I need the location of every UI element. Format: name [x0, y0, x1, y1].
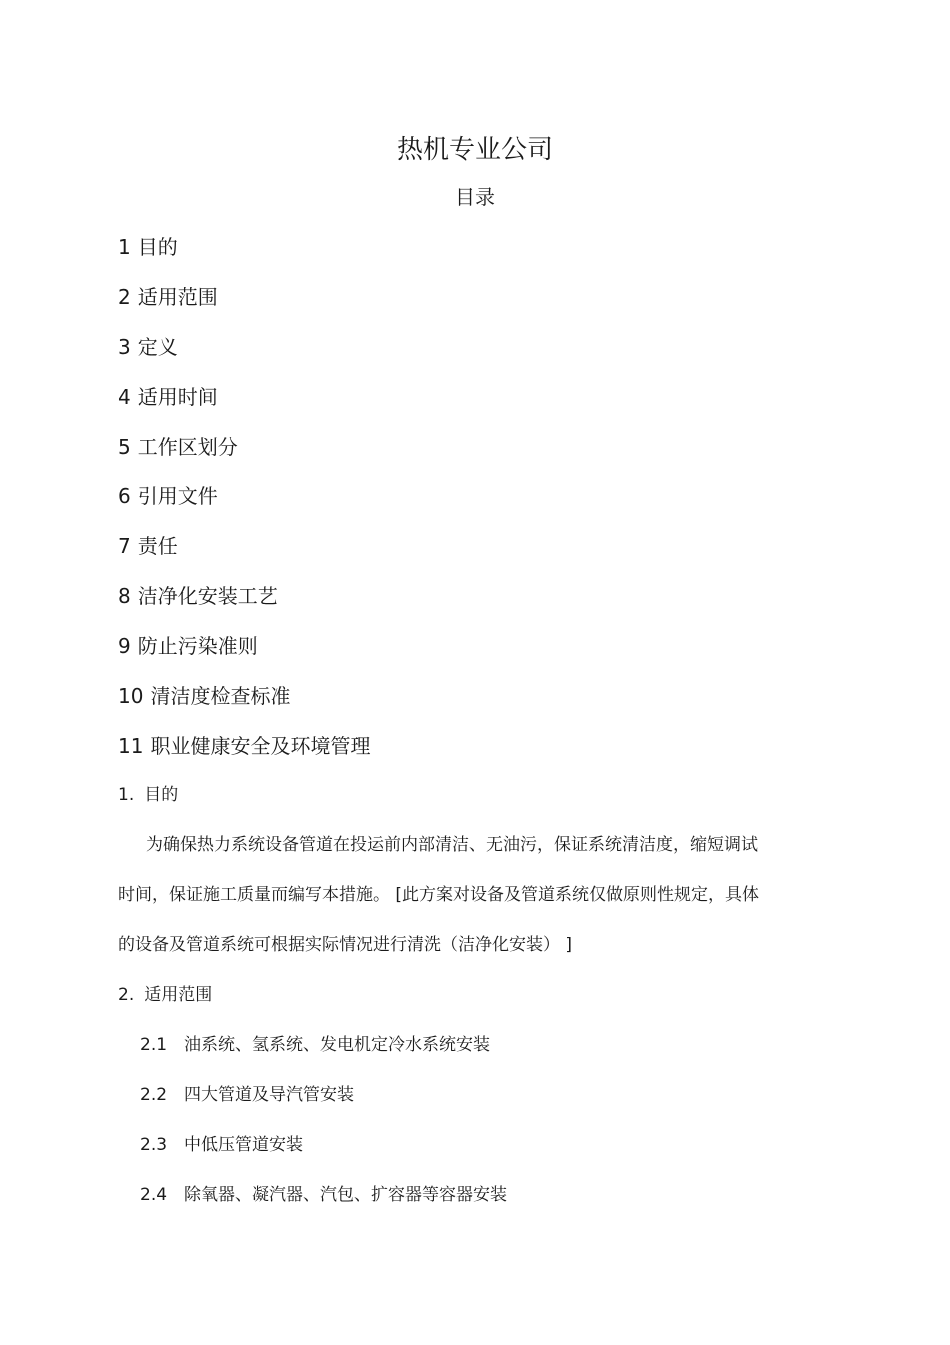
- scope-item-label: 四大管道及导汽管安装: [184, 1085, 354, 1105]
- toc-item-label: 职业健康安全及环境管理: [150, 734, 371, 758]
- toc-item: [118, 334, 178, 360]
- page-title: 热机专业公司: [396, 135, 553, 165]
- section-heading-scope: [118, 984, 212, 1006]
- section-heading-purpose: [118, 784, 178, 806]
- toc-item: [118, 284, 218, 310]
- scope-item-number: 2.2: [140, 1085, 168, 1105]
- toc-item-number: 3: [118, 335, 131, 359]
- toc-item-label: 目的: [137, 235, 178, 259]
- toc-item: [118, 533, 178, 559]
- toc-heading: 目录: [455, 185, 495, 209]
- scope-item-number: 2.3: [140, 1135, 168, 1155]
- toc-item: [118, 733, 370, 759]
- toc-item: [118, 683, 290, 709]
- toc-item-number: 2: [118, 285, 131, 309]
- toc-item: [118, 234, 178, 260]
- scope-item: [140, 1034, 490, 1056]
- toc-item-label: 清洁度检查标准: [150, 684, 291, 708]
- scope-item-label: 除氧器、凝汽器、汽包、扩容器等容器安装: [184, 1185, 507, 1205]
- toc-item-number: 8: [118, 584, 131, 608]
- section-title: 目的: [144, 785, 179, 805]
- scope-item-label: 油系统、氢系统、发电机定冷水系统安装: [184, 1035, 490, 1055]
- toc-item-label: 定义: [137, 335, 178, 359]
- scope-item: [140, 1184, 507, 1206]
- toc-item-label: 洁净化安装工艺: [137, 584, 278, 608]
- toc-item-number: 1: [118, 235, 131, 259]
- paragraph-line: 时间，保证施工质量而编写本措施。 [此方案对设备及管道系统仅做原则性规定，具体: [118, 885, 760, 905]
- toc-item-label: 适用范围: [137, 285, 218, 309]
- scope-item-number: 2.1: [140, 1035, 168, 1055]
- toc-item-number: 7: [118, 534, 131, 558]
- toc-item-label: 防止污染准则: [137, 634, 258, 658]
- toc-item-number: 9: [118, 634, 131, 658]
- scope-item-label: 中低压管道安装: [184, 1135, 303, 1155]
- paragraph-line: 为确保热力系统设备管道在投运前内部清洁、无油污，保证系统清洁度，缩短调试: [146, 835, 758, 855]
- toc-item: [118, 583, 278, 609]
- toc-item-label: 适用时间: [137, 385, 218, 409]
- toc-item-label: 工作区划分: [137, 435, 238, 459]
- section-number: 1.: [118, 785, 135, 805]
- scope-item-number: 2.4: [140, 1185, 168, 1205]
- scope-item: [140, 1084, 354, 1106]
- toc-item-number: 5: [118, 435, 131, 459]
- toc-item-label: 责任: [137, 534, 178, 558]
- toc-item: [118, 633, 258, 659]
- toc-item-number: 10: [118, 684, 144, 708]
- paragraph-line: 的设备及管道系统可根据实际情况进行清洗（洁净化安装） ]: [118, 935, 573, 955]
- toc-item-label: 引用文件: [137, 484, 218, 508]
- toc-item-number: 4: [118, 385, 131, 409]
- toc-item: [118, 434, 238, 460]
- toc-item-number: 11: [118, 734, 144, 758]
- toc-item: [118, 384, 218, 410]
- toc-item: [118, 483, 218, 509]
- toc-item-number: 6: [118, 484, 131, 508]
- section-title: 适用范围: [144, 985, 213, 1005]
- scope-item: [140, 1134, 303, 1156]
- section-number: 2.: [118, 985, 135, 1005]
